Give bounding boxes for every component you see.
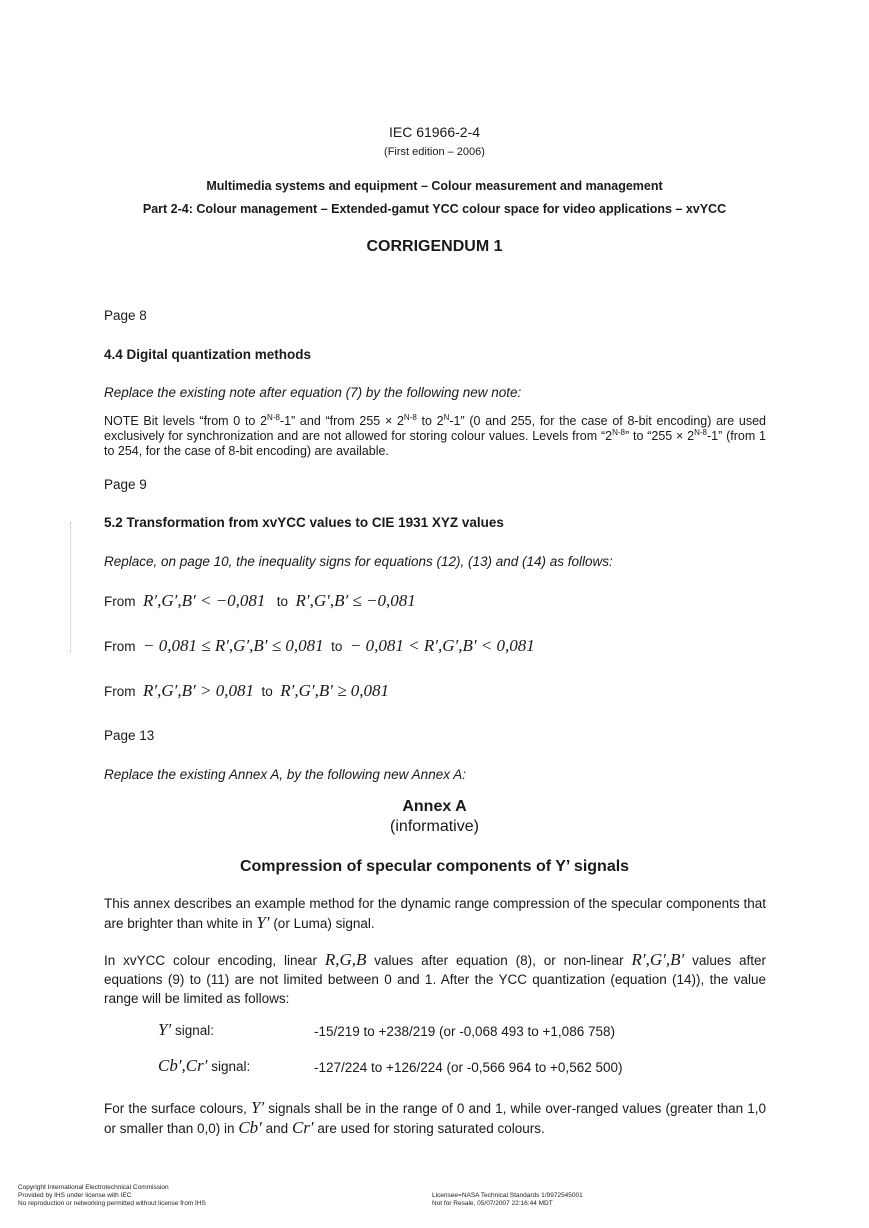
page-ref-13: Page 13	[104, 728, 155, 743]
title-line-2: Part 2-4: Colour management – Extended-gamut YCC colour space for video applications – xvYCC	[142, 202, 727, 216]
annex-paragraph-2: In xvYCC colour encoding, linear R,G,B values after equation (8), or non-linear R′,G′,B′ values after equations (9) to (11) are not limited between 0 and 1. After the YCC quantization (equation (14)), the value range will be limited as follows:	[104, 950, 766, 1006]
annex-title: Annex A	[402, 798, 467, 815]
equation-row-3: From R′,G′,B′ > 0,081 to R′,G′,B′ ≥ 0,081	[104, 681, 390, 700]
heading-4-4: 4.4 Digital quantization methods	[104, 347, 312, 362]
margin-dotted-line	[70, 522, 77, 652]
range-y-label: Y′ signal:	[158, 1020, 214, 1039]
instruction-inequality: Replace, on page 10, the inequality signs for equations (12), (13) and (14) as follows:	[104, 554, 613, 569]
edition: (First edition – 2006)	[384, 146, 485, 158]
annex-subtitle: (informative)	[390, 818, 479, 835]
annex-paragraph-1: This annex describes an example method for the dynamic range compression of the specular components that are brighter than white in Y′ (or Luma) signal.	[104, 896, 766, 932]
page-ref-8: Page 8	[104, 308, 147, 323]
annex-heading: Compression of specular components of Y’ signals	[239, 858, 630, 875]
range-y-value: -15/219 to +238/219 (or -0,068 493 to +1,086 758)	[314, 1024, 615, 1039]
heading-5-2: 5.2 Transformation from xvYCC values to CIE 1931 XYZ values	[104, 515, 504, 530]
footer-left: Copyright International Electrotechnical Commission Provided by IHS under license with IEC No reproduction or networking permitted without license from IHS	[18, 1184, 206, 1207]
note-text: NOTE Bit levels “from 0 to $2^{N-8}-1$” and “from $255 \times 2^{N-8}$ to $2^N-1$” (0 and 255, for the case of 8-bit encoding) are used exclusively for synchronization and are not allowed for storing colour values. Levels from “$2^{N-8}$” to “$255 \times 2^{N-8}-1$” (from 1 to 254, for the case of 8-bit encoding) are available.	[104, 413, 767, 458]
range-cbcr-label: Cb′,Cr′ signal:	[158, 1056, 251, 1075]
title-line-1: Multimedia systems and equipment – Colour measurement and management	[206, 179, 663, 193]
instruction-annex: Replace the existing Annex A, by the following new Annex A:	[104, 767, 466, 782]
footer-right: Licensee=NASA Technical Standards 1/9972545001 Not for Resale, 05/07/2007 22:16:44 MDT	[432, 1192, 583, 1207]
page-ref-9: Page 9	[104, 477, 147, 492]
range-cbcr-value: -127/224 to +126/224 (or -0,566 964 to +0,562 500)	[314, 1060, 623, 1075]
equation-row-1: From R′,G′,B′ < −0,081 to R′,G′,B′ ≤ −0,081	[104, 591, 416, 610]
corrigendum-title: CORRIGENDUM 1	[366, 238, 503, 255]
instruction-note: Replace the existing note after equation (7) by the following new note:	[104, 385, 522, 400]
annex-paragraph-3: For the surface colours, Y′ signals shall be in the range of 0 and 1, while over-ranged values (greater than 1,0 or smaller than 0,0) in Cb′ and Cr′ are used for storing saturated colours.	[104, 1098, 766, 1137]
standard-number: IEC 61966-2-4	[388, 124, 481, 140]
equation-row-2: From − 0,081 ≤ R′,G′,B′ ≤ 0,081 to − 0,081 < R′,G′,B′ < 0,081	[104, 636, 535, 655]
